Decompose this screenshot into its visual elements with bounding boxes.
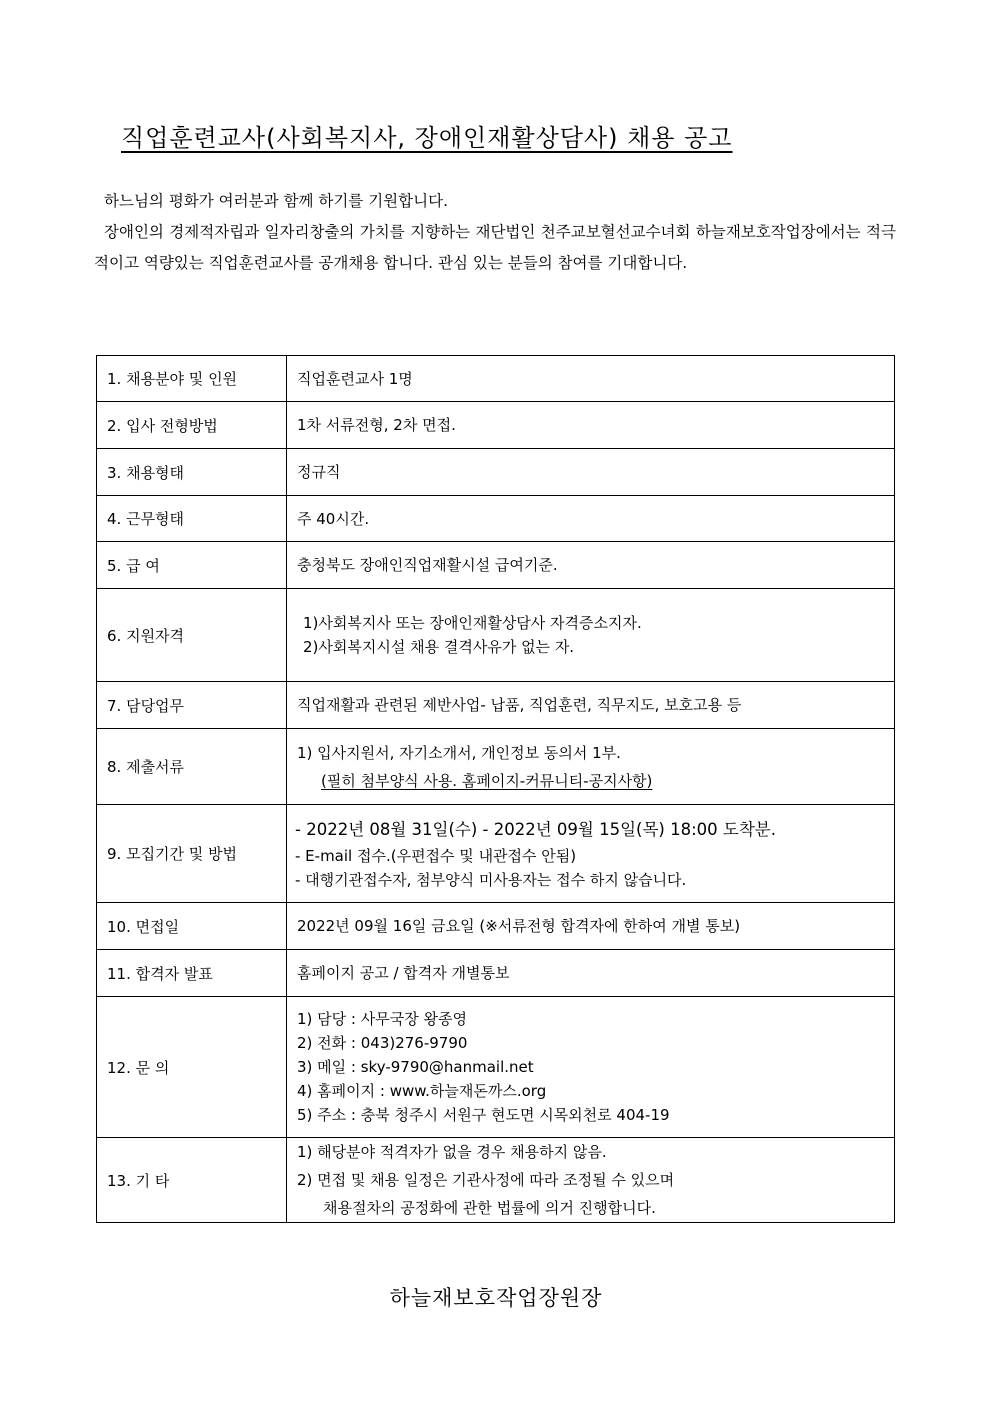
value-line: 주 40시간. (297, 509, 370, 528)
value-line: 채용절차의 공정화에 관한 법률에 의거 진행합니다. (323, 1199, 656, 1217)
row-label: 3. 채용형태 (97, 449, 287, 496)
table-row (97, 542, 895, 589)
table-row (97, 449, 895, 496)
value-line: 2) 면접 및 채용 일정은 기관사정에 따라 조정될 수 있으며 (297, 1171, 675, 1189)
value-line: 1) 담당 : 사무국장 왕종영 (297, 1010, 467, 1028)
recruitment-table (96, 355, 895, 1223)
row-label: 2. 입사 전형방법 (97, 402, 287, 449)
intro-paragraph (94, 186, 896, 279)
required-form-note: (필히 첨부양식 사용. 홈페이지-커뮤니티-공지사항) (321, 771, 653, 790)
value-line: 직업재활과 관련된 제반사업- 납품, 직업훈련, 직무지도, 보호고용 등 (297, 696, 742, 714)
value-line: 2) 전화 : 043)276-9790 (297, 1034, 468, 1052)
value-line: 1) 입사지원서, 자기소개서, 개인정보 동의서 1부. (297, 743, 621, 762)
row-value (287, 950, 895, 997)
table-row (97, 682, 895, 729)
row-value (287, 402, 895, 449)
row-label: 5. 급 여 (97, 542, 287, 589)
table-row (97, 356, 895, 402)
value-line: 직업훈련교사 1명 (297, 369, 413, 388)
value-line: 1) 해당분야 적격자가 없을 경우 채용하지 않음. (297, 1143, 607, 1161)
row-label: 11. 합격자 발표 (97, 950, 287, 997)
value-line: 1)사회복지사 또는 장애인재활상담사 자격증소지자. (303, 614, 642, 632)
row-value (287, 589, 895, 682)
table-row (97, 805, 895, 903)
signature: 하늘재보호작업장원장 (389, 1286, 603, 1310)
table-row (97, 903, 895, 950)
row-value (287, 682, 895, 729)
value-line: 2022년 09월 16일 금요일 (※서류전형 합격자에 한하여 개별 통보) (297, 917, 741, 935)
value-line-wrap (297, 767, 884, 795)
value-line: - 대행기관접수자, 첨부양식 미사용자는 접수 하지 않습니다. (295, 870, 687, 889)
row-label: 1. 채용분야 및 인원 (97, 356, 287, 402)
page-title: 직업훈련교사(사회복지사, 장애인재활상담사) 채용 공고 (121, 124, 733, 152)
row-value (287, 805, 895, 903)
table-row (97, 950, 895, 997)
row-label: 7. 담당업무 (97, 682, 287, 729)
row-value (287, 496, 895, 542)
row-value (287, 729, 895, 805)
value-line: 정규직 (297, 463, 341, 481)
row-value (287, 1138, 895, 1223)
row-value (287, 542, 895, 589)
address-value: 5) 주소 : 충북 청주시 서원구 현도면 시목외천로 404-19 (297, 1106, 670, 1124)
table-row (97, 496, 895, 542)
row-label: 4. 근무형태 (97, 496, 287, 542)
table-row (97, 997, 895, 1138)
table-row (97, 1138, 895, 1223)
value-line: 1차 서류전형, 2차 면접. (297, 416, 456, 434)
value-line: - E-mail 접수.(우편접수 및 내관접수 안됨) (295, 846, 577, 865)
table-row (97, 589, 895, 682)
row-value (287, 997, 895, 1138)
value-line: 홈페이지 공고 / 합격자 개별통보 (297, 964, 510, 982)
row-value (287, 903, 895, 950)
row-label: 6. 지원자격 (97, 589, 287, 682)
value-line: 2)사회복지시설 채용 결격사유가 없는 자. (303, 638, 575, 656)
greeting-text: 하느님의 평화가 여러분과 함께 하기를 기원합니다. (104, 192, 448, 210)
row-label: 8. 제출서류 (97, 729, 287, 805)
intro-body-text: 장애인의 경제적자립과 일자리창출의 가치를 지향하는 재단법인 천주교보혈선교수녀회 하늘재보호작업장에서는 적극적이고 역량있는 직업훈련교사를 공개채용 합니다. 관심 있는 분들의 참여를 기대합니다. (94, 223, 896, 272)
email-value: 3) 메일 : sky-9790@hanmail.net (297, 1058, 534, 1076)
row-label: 12. 문 의 (97, 997, 287, 1138)
row-value (287, 449, 895, 496)
value-line: 충청북도 장애인직업재활시설 급여기준. (297, 556, 558, 574)
row-label: 13. 기 타 (97, 1138, 287, 1223)
row-value (287, 356, 895, 402)
row-label: 9. 모집기간 및 방법 (97, 805, 287, 903)
homepage-value: 4) 홈페이지 : www.하늘재돈까스.org (297, 1082, 547, 1100)
recruit-period-line: - 2022년 08월 31일(수) - 2022년 09월 15일(목) 18:00 도착분. (295, 819, 776, 839)
table-row (97, 729, 895, 805)
row-label: 10. 면접일 (97, 903, 287, 950)
table-row (97, 402, 895, 449)
